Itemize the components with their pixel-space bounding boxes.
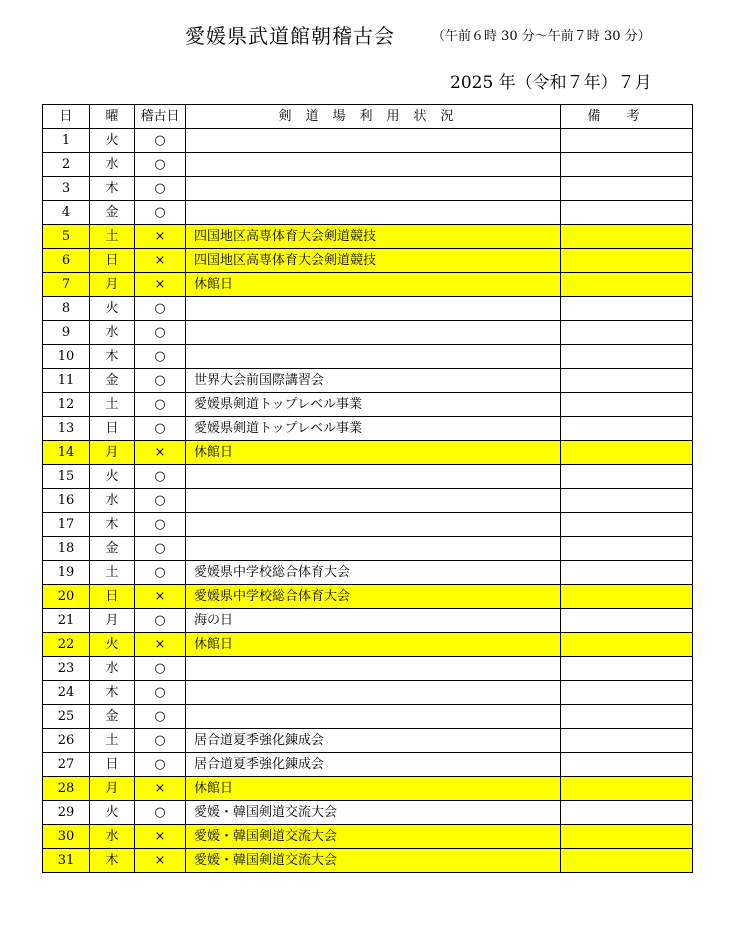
day-cell: 13 xyxy=(43,417,90,441)
column-header-weekday: 曜 xyxy=(90,105,135,129)
day-cell: 18 xyxy=(43,537,90,561)
schedule-table xyxy=(42,104,693,873)
day-cell: 6 xyxy=(43,249,90,273)
practice-mark-cell: ○ xyxy=(135,489,186,513)
usage-cell: 休館日 xyxy=(186,273,561,297)
table-row xyxy=(43,561,693,585)
column-header-notes: 備考 xyxy=(561,105,693,129)
practice-mark-cell: × xyxy=(135,273,186,297)
weekday-cell: 日 xyxy=(90,585,135,609)
weekday-cell: 月 xyxy=(90,441,135,465)
usage-cell: 居合道夏季強化錬成会 xyxy=(186,729,561,753)
usage-cell: 愛媛・韓国剣道交流大会 xyxy=(186,825,561,849)
notes-cell xyxy=(561,441,693,465)
weekday-cell: 水 xyxy=(90,321,135,345)
day-cell: 9 xyxy=(43,321,90,345)
weekday-cell: 月 xyxy=(90,609,135,633)
weekday-cell: 日 xyxy=(90,417,135,441)
notes-cell xyxy=(561,153,693,177)
usage-cell xyxy=(186,537,561,561)
weekday-cell: 土 xyxy=(90,561,135,585)
practice-mark-cell: ○ xyxy=(135,753,186,777)
notes-cell xyxy=(561,177,693,201)
notes-cell xyxy=(561,249,693,273)
column-header-day: 日 xyxy=(43,105,90,129)
table-row xyxy=(43,345,693,369)
usage-cell: 海の日 xyxy=(186,609,561,633)
notes-cell xyxy=(561,513,693,537)
practice-mark-cell: ○ xyxy=(135,153,186,177)
table-row xyxy=(43,129,693,153)
weekday-cell: 日 xyxy=(90,249,135,273)
notes-cell xyxy=(561,225,693,249)
weekday-cell: 金 xyxy=(90,705,135,729)
day-cell: 25 xyxy=(43,705,90,729)
notes-cell xyxy=(561,273,693,297)
schedule-body xyxy=(43,129,693,873)
table-row xyxy=(43,729,693,753)
table-row xyxy=(43,537,693,561)
day-cell: 30 xyxy=(43,825,90,849)
weekday-cell: 日 xyxy=(90,753,135,777)
day-cell: 20 xyxy=(43,585,90,609)
table-row xyxy=(43,585,693,609)
notes-cell xyxy=(561,537,693,561)
weekday-cell: 月 xyxy=(90,777,135,801)
weekday-cell: 土 xyxy=(90,729,135,753)
day-cell: 16 xyxy=(43,489,90,513)
table-row xyxy=(43,369,693,393)
weekday-cell: 木 xyxy=(90,177,135,201)
table-row xyxy=(43,273,693,297)
practice-mark-cell: × xyxy=(135,777,186,801)
notes-cell xyxy=(561,369,693,393)
table-row xyxy=(43,633,693,657)
usage-cell: 四国地区高専体育大会剣道競技 xyxy=(186,249,561,273)
practice-mark-cell: × xyxy=(135,849,186,873)
day-cell: 15 xyxy=(43,465,90,489)
day-cell: 4 xyxy=(43,201,90,225)
usage-cell: 愛媛・韓国剣道交流大会 xyxy=(186,849,561,873)
table-row xyxy=(43,441,693,465)
table-row xyxy=(43,297,693,321)
practice-mark-cell: × xyxy=(135,225,186,249)
table-row xyxy=(43,393,693,417)
usage-cell: 愛媛県中学校総合体育大会 xyxy=(186,561,561,585)
table-row xyxy=(43,777,693,801)
usage-cell xyxy=(186,297,561,321)
table-row xyxy=(43,225,693,249)
table-row xyxy=(43,417,693,441)
table-row xyxy=(43,489,693,513)
notes-cell xyxy=(561,753,693,777)
practice-mark-cell: ○ xyxy=(135,345,186,369)
table-row xyxy=(43,465,693,489)
notes-cell xyxy=(561,465,693,489)
notes-cell xyxy=(561,417,693,441)
practice-mark-cell: ○ xyxy=(135,321,186,345)
table-header-row xyxy=(43,105,693,129)
weekday-cell: 金 xyxy=(90,369,135,393)
practice-mark-cell: ○ xyxy=(135,129,186,153)
table-row xyxy=(43,609,693,633)
usage-cell xyxy=(186,153,561,177)
table-row xyxy=(43,513,693,537)
notes-cell xyxy=(561,201,693,225)
usage-cell xyxy=(186,513,561,537)
day-cell: 5 xyxy=(43,225,90,249)
table-row xyxy=(43,201,693,225)
header xyxy=(0,20,730,50)
table-row xyxy=(43,153,693,177)
notes-cell xyxy=(561,705,693,729)
usage-cell xyxy=(186,681,561,705)
weekday-cell: 木 xyxy=(90,513,135,537)
notes-cell xyxy=(561,729,693,753)
notes-cell xyxy=(561,489,693,513)
practice-mark-cell: × xyxy=(135,825,186,849)
notes-cell xyxy=(561,633,693,657)
notes-cell xyxy=(561,321,693,345)
usage-cell: 世界大会前国際講習会 xyxy=(186,369,561,393)
practice-mark-cell: ○ xyxy=(135,705,186,729)
table-row xyxy=(43,177,693,201)
day-cell: 7 xyxy=(43,273,90,297)
usage-cell: 休館日 xyxy=(186,441,561,465)
day-cell: 14 xyxy=(43,441,90,465)
day-cell: 19 xyxy=(43,561,90,585)
practice-mark-cell: ○ xyxy=(135,393,186,417)
usage-cell xyxy=(186,129,561,153)
weekday-cell: 水 xyxy=(90,657,135,681)
day-cell: 27 xyxy=(43,753,90,777)
usage-cell: 愛媛県剣道トップレベル事業 xyxy=(186,417,561,441)
day-cell: 24 xyxy=(43,681,90,705)
notes-cell xyxy=(561,585,693,609)
practice-mark-cell: ○ xyxy=(135,657,186,681)
notes-cell xyxy=(561,825,693,849)
day-cell: 22 xyxy=(43,633,90,657)
column-header-usage: 剣道場利用状況 xyxy=(186,105,561,129)
notes-cell xyxy=(561,561,693,585)
day-cell: 12 xyxy=(43,393,90,417)
usage-cell: 愛媛県中学校総合体育大会 xyxy=(186,585,561,609)
weekday-cell: 木 xyxy=(90,345,135,369)
practice-mark-cell: ○ xyxy=(135,465,186,489)
table-row xyxy=(43,825,693,849)
weekday-cell: 木 xyxy=(90,681,135,705)
table-row xyxy=(43,753,693,777)
notes-cell xyxy=(561,129,693,153)
table-row xyxy=(43,705,693,729)
weekday-cell: 火 xyxy=(90,129,135,153)
practice-mark-cell: × xyxy=(135,249,186,273)
weekday-cell: 木 xyxy=(90,849,135,873)
notes-cell xyxy=(561,801,693,825)
day-cell: 28 xyxy=(43,777,90,801)
practice-mark-cell: ○ xyxy=(135,177,186,201)
day-cell: 21 xyxy=(43,609,90,633)
table-row xyxy=(43,849,693,873)
usage-cell xyxy=(186,345,561,369)
day-cell: 1 xyxy=(43,129,90,153)
table-row xyxy=(43,801,693,825)
notes-cell xyxy=(561,849,693,873)
weekday-cell: 火 xyxy=(90,633,135,657)
usage-cell xyxy=(186,465,561,489)
notes-cell xyxy=(561,609,693,633)
day-cell: 31 xyxy=(43,849,90,873)
notes-cell xyxy=(561,657,693,681)
notes-cell xyxy=(561,393,693,417)
practice-mark-cell: ○ xyxy=(135,609,186,633)
day-cell: 10 xyxy=(43,345,90,369)
usage-cell xyxy=(186,201,561,225)
practice-mark-cell: × xyxy=(135,633,186,657)
practice-hours: （午前６時 30 分～午前７時 30 分） xyxy=(432,29,651,44)
practice-mark-cell: ○ xyxy=(135,681,186,705)
table-row xyxy=(43,249,693,273)
day-cell: 29 xyxy=(43,801,90,825)
day-cell: 8 xyxy=(43,297,90,321)
weekday-cell: 水 xyxy=(90,825,135,849)
usage-cell: 愛媛・韓国剣道交流大会 xyxy=(186,801,561,825)
day-cell: 3 xyxy=(43,177,90,201)
weekday-cell: 土 xyxy=(90,225,135,249)
day-cell: 2 xyxy=(43,153,90,177)
schedule-period: 2025 年（令和７年）７月 xyxy=(450,73,652,93)
usage-cell xyxy=(186,705,561,729)
weekday-cell: 金 xyxy=(90,201,135,225)
practice-mark-cell: × xyxy=(135,585,186,609)
usage-cell: 愛媛県剣道トップレベル事業 xyxy=(186,393,561,417)
notes-cell xyxy=(561,777,693,801)
practice-mark-cell: ○ xyxy=(135,297,186,321)
day-cell: 26 xyxy=(43,729,90,753)
day-cell: 11 xyxy=(43,369,90,393)
practice-mark-cell: ○ xyxy=(135,513,186,537)
practice-mark-cell: × xyxy=(135,441,186,465)
usage-cell: 居合道夏季強化錬成会 xyxy=(186,753,561,777)
weekday-cell: 水 xyxy=(90,489,135,513)
weekday-cell: 水 xyxy=(90,153,135,177)
usage-cell: 四国地区高専体育大会剣道競技 xyxy=(186,225,561,249)
weekday-cell: 金 xyxy=(90,537,135,561)
weekday-cell: 火 xyxy=(90,465,135,489)
practice-mark-cell: ○ xyxy=(135,561,186,585)
usage-cell: 休館日 xyxy=(186,777,561,801)
practice-mark-cell: ○ xyxy=(135,369,186,393)
notes-cell xyxy=(561,297,693,321)
table-row xyxy=(43,681,693,705)
notes-cell xyxy=(561,345,693,369)
weekday-cell: 火 xyxy=(90,297,135,321)
weekday-cell: 月 xyxy=(90,273,135,297)
practice-mark-cell: ○ xyxy=(135,537,186,561)
practice-mark-cell: ○ xyxy=(135,201,186,225)
usage-cell: 休館日 xyxy=(186,633,561,657)
usage-cell xyxy=(186,657,561,681)
usage-cell xyxy=(186,177,561,201)
table-row xyxy=(43,657,693,681)
weekday-cell: 火 xyxy=(90,801,135,825)
practice-mark-cell: ○ xyxy=(135,801,186,825)
day-cell: 17 xyxy=(43,513,90,537)
practice-mark-cell: ○ xyxy=(135,417,186,441)
weekday-cell: 土 xyxy=(90,393,135,417)
day-cell: 23 xyxy=(43,657,90,681)
practice-mark-cell: ○ xyxy=(135,729,186,753)
column-header-practice: 稽古日 xyxy=(135,105,186,129)
usage-cell xyxy=(186,321,561,345)
page-title: 愛媛県武道館朝稽古会 xyxy=(185,24,395,48)
notes-cell xyxy=(561,681,693,705)
table-row xyxy=(43,321,693,345)
usage-cell xyxy=(186,489,561,513)
